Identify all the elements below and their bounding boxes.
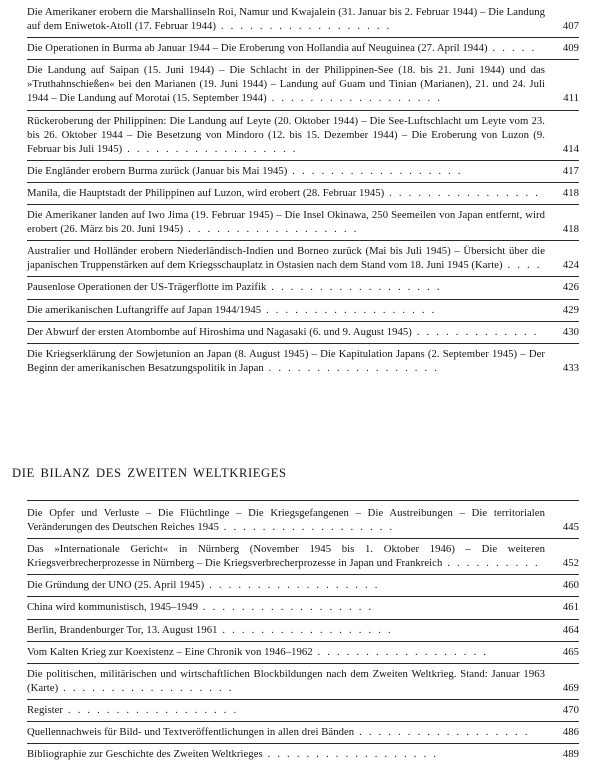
toc-entry-title: Pausenlose Operationen der US-Trägerflotte im Pazifik [27, 281, 267, 294]
toc-entry-title: Die politischen, militärischen und wirtschaftlichen Blockbildungen nach dem Zweiten Weltkrieg. Stand: Januar 1963 (Karte) [27, 667, 545, 694]
toc-page-number: 452 [562, 557, 579, 570]
toc-entry [27, 538, 579, 574]
leader-dots: . . . . . . . . . . . . . . . . . . [183, 223, 359, 236]
toc-entry [27, 743, 579, 765]
toc-page-number: 414 [562, 142, 579, 155]
toc-entry [27, 503, 579, 538]
toc-entry [27, 240, 579, 276]
section-heading: DIE BILANZ DES ZWEITEN WELTKRIEGES [12, 466, 287, 480]
toc-entry-title: Australier und Holländer erobern Niederländisch-Indien und Borneo zurück (Mai bis Juli 1945) – Übersicht über die japanischen Truppenstärken auf dem Kriegsschauplatz in Ostasien nach dem Stand vom 18. Juni 1945 (Karte) [27, 245, 545, 272]
toc-entry-title: Bibliographie zur Geschichte des Zweiten Weltkrieges [27, 748, 263, 761]
toc-entry-title: Manila, die Hauptstadt der Philippinen auf Luzon, wird erobert (28. Februar 1945) [27, 186, 385, 199]
leader-dots: . . . . . . . . . . . . . . . . . . [216, 20, 392, 33]
leader-dots: . . . . . . . . . . . . . [411, 325, 539, 338]
toc-entry [27, 641, 579, 663]
leader-dots: . . . . . . . . . . . . . . . . . . [218, 521, 395, 534]
leader-dots: . . . . . . . . . . . . . . . . . . [263, 361, 440, 374]
toc-entry [27, 574, 579, 596]
leader-dots: . . . . . . . . . . . . . . . . . . [217, 623, 393, 636]
toc-page-number: 426 [562, 281, 579, 294]
toc-entry [27, 182, 579, 204]
leader-dots: . . . . [502, 259, 542, 272]
toc-page-number: 461 [562, 601, 579, 614]
toc-page-number: 445 [562, 521, 579, 534]
toc-entry [27, 663, 579, 699]
toc-entry [27, 160, 579, 182]
leader-dots: . . . . . . . . . . . . . . . . . . [312, 645, 489, 658]
toc-entry-title: Das »Internationale Gericht« in Nürnberg (November 1945 bis 1. Oktober 1946) – Die weiteren Kriegsverbrecherprozesse in Nürnberg – Die Kriegsverbrecherprozesse in Japan und Frankreich [27, 543, 545, 570]
toc-entry [27, 721, 579, 743]
toc-entry [27, 699, 579, 721]
leader-dots: . . . . . . . . . . . . . . . . . . [122, 142, 298, 155]
toc-section-pacific [27, 2, 579, 379]
section-rule [27, 500, 579, 501]
toc-page-number: 411 [563, 92, 579, 105]
leader-dots: . . . . . . . . . . . . . . . . . . [261, 303, 437, 316]
toc-entry [27, 619, 579, 641]
leader-dots: . . . . . . . . . . . . . . . . . . [354, 726, 530, 739]
leader-dots: . . . . . . . . . . . . . . . . . . [63, 703, 239, 716]
toc-entry [27, 321, 579, 343]
leader-dots: . . . . . . . . . . . . . . . . . . [266, 281, 442, 294]
toc-entry-title: Die Kriegserklärung der Sowjetunion an Japan (8. August 1945) – Die Kapitulation Japans (2. September 1945) – Der Beginn der amerikanischen Besatzungspolitik in Japan [27, 347, 545, 374]
leader-dots: . . . . . . . . . . [442, 557, 540, 570]
toc-entry [27, 596, 579, 618]
toc-page-number: 429 [562, 303, 579, 316]
toc-page-number: 409 [562, 42, 579, 55]
toc-page-number: 486 [562, 726, 579, 739]
toc-page-number: 430 [562, 325, 579, 338]
toc-entry-title: Die Amerikaner landen auf Iwo Jima (19. Februar 1945) – Die Insel Okinawa, 250 Seemeilen von Japan entfernt, wird erobert (26. März bis 20. Juni 1945) [27, 209, 545, 236]
leader-dots: . . . . . [487, 42, 537, 55]
toc-entry-title: Quellennachweis für Bild- und Textveröffentlichungen in allen drei Bänden [27, 726, 355, 739]
leader-dots: . . . . . . . . . . . . . . . . . . [197, 601, 374, 614]
toc-entry-title: Die Amerikaner erobern die Marshallinseln Roi, Namur und Kwajalein (31. Januar bis 2. Februar 1944) – Die Landung auf dem Eniwetok-Atoll (17. Februar 1944) [27, 6, 545, 33]
leader-dots: . . . . . . . . . . . . . . . . . . [287, 164, 463, 177]
toc-page-number: 464 [562, 623, 579, 636]
toc-entry-title: Berlin, Brandenburger Tor, 13. August 1961 [27, 623, 218, 636]
toc-page-number: 433 [562, 361, 579, 374]
leader-dots: . . . . . . . . . . . . . . . . . . [204, 579, 380, 592]
toc-entry-title: Die Operationen in Burma ab Januar 1944 – Die Eroberung von Hollandia auf Neuguinea (27. April 1944) [27, 42, 488, 55]
toc-entry-title: Die Opfer und Verluste – Die Flüchtlinge – Die Kriegsgefangenen – Die Austreibungen – Die territorialen Veränderungen des Deutschen Reiches 1945 [27, 507, 545, 534]
leader-dots: . . . . . . . . . . . . . . . . . . [266, 92, 443, 105]
toc-page-number: 417 [562, 164, 579, 177]
toc-page-number: 407 [562, 20, 579, 33]
toc-page-number: 418 [562, 186, 579, 199]
toc-page-number: 460 [562, 579, 579, 592]
toc-entry [27, 2, 579, 37]
toc-page-number: 424 [562, 259, 579, 272]
toc-entry-title: Die Gründung der UNO (25. April 1945) [27, 579, 205, 592]
toc-entry-title: Die Engländer erobern Burma zurück (Januar bis Mai 1945) [27, 164, 288, 177]
toc-page-number: 465 [562, 645, 579, 658]
toc-section-bilanz [27, 503, 579, 765]
toc-page-number: 469 [562, 681, 579, 694]
toc-entry-title: Der Abwurf der ersten Atombombe auf Hiroshima und Nagasaki (6. und 9. August 1945) [27, 325, 412, 338]
toc-entry-title: China wird kommunistisch, 1945–1949 [27, 601, 198, 614]
toc-entry-title: Rückeroberung der Philippinen: Die Landung auf Leyte (20. Oktober 1944) – Die See-Luftschlacht um Leyte vom 23. bis 26. Oktober 1944 – Die Besetzung von Mindoro (12. bis 15. Dezember 1944) – Die Eroberung von Luzon (9. Februar bis Juli 1945) [27, 114, 545, 155]
toc-entry [27, 299, 579, 321]
toc-entry [27, 110, 579, 160]
toc-page-number: 489 [562, 748, 579, 761]
toc-entry-title: Register [27, 703, 64, 716]
toc-entry [27, 343, 579, 379]
toc-entry [27, 204, 579, 240]
toc-page-number: 418 [562, 223, 579, 236]
toc-entry-title: Vom Kalten Krieg zur Koexistenz – Eine Chronik von 1946–1962 [27, 645, 313, 658]
leader-dots: . . . . . . . . . . . . . . . . . . [58, 681, 234, 694]
toc-entry-title: Die amerikanischen Luftangriffe auf Japan 1944/1945 [27, 303, 262, 316]
leader-dots: . . . . . . . . . . . . . . . . [384, 186, 541, 199]
toc-entry [27, 59, 579, 109]
toc-entry-title: Die Landung auf Saipan (15. Juni 1944) – Die Schlacht in der Philippinen-See (18. bis 21. Juni 1944) und das »Truthahnschießen« bei den Marianen (19. Juni 1944) – Landung auf Guam und Tinian (Marianen), 21. und 24. Juli 1944 – Die Landung auf Morotai (15. September 1944) [27, 64, 545, 105]
leader-dots: . . . . . . . . . . . . . . . . . . [262, 748, 439, 761]
toc-entry [27, 276, 579, 298]
toc-entry [27, 37, 579, 59]
toc-page-number: 470 [562, 703, 579, 716]
